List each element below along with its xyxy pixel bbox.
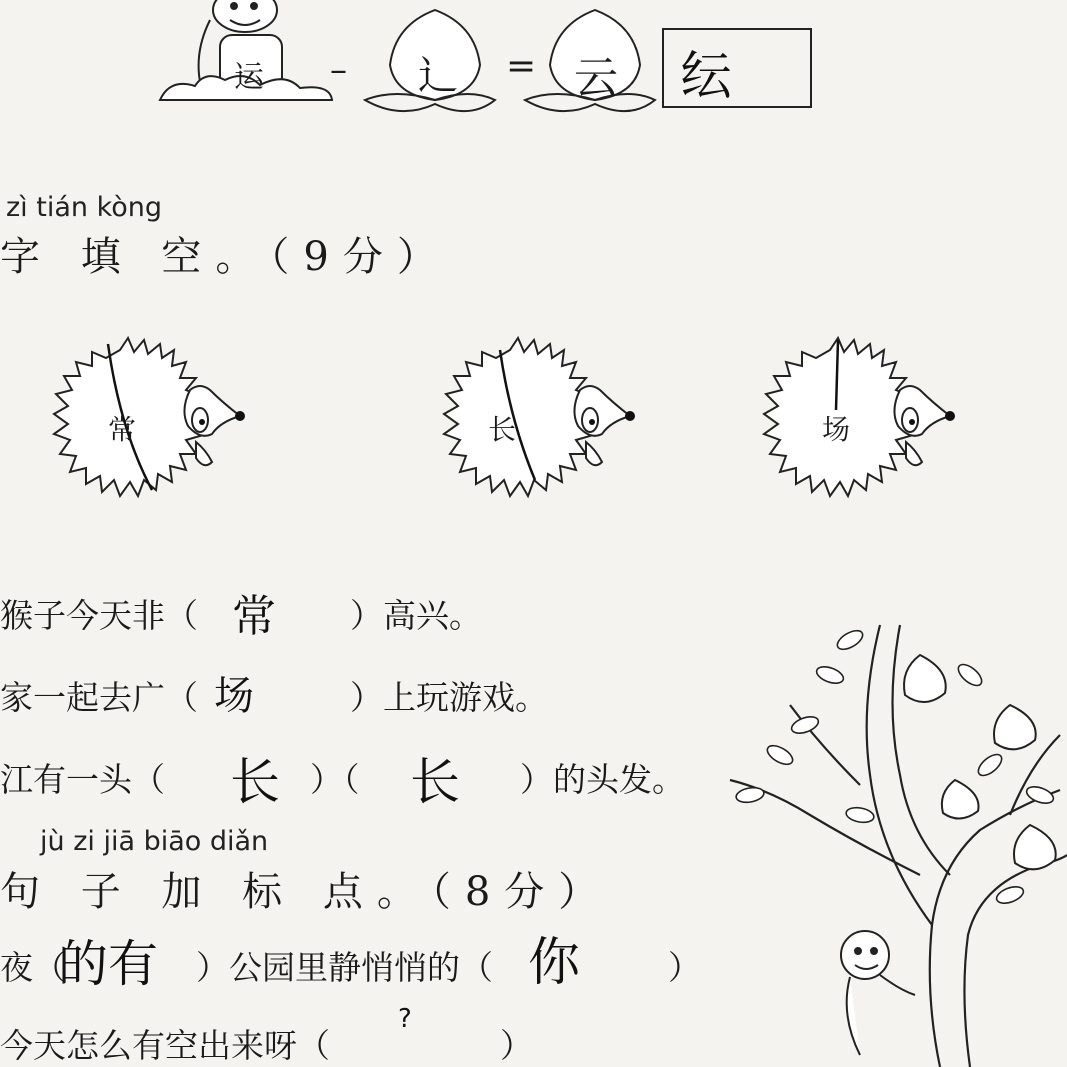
hedgehog-2-icon [444, 338, 635, 496]
punct-sentence-1-mid: ）公园里静悄悄的（ [196, 948, 493, 987]
punct-sentence-2-suffix: ） [500, 1026, 533, 1065]
sentence-3-prefix: 江有一头（ [0, 760, 165, 799]
sentence-2-suffix: ）上玩游戏。 [350, 678, 548, 717]
section-punct-heading: 句 子 加 标 点。（8分） [0, 869, 613, 915]
section-fill-heading: 字 填 空。（9分） [0, 234, 451, 280]
small-monkey-icon [841, 931, 915, 1055]
sentence-3-suffix: ）的头发。 [520, 760, 685, 799]
hedgehog-3-char: 场 [822, 413, 851, 446]
sentence-2-answer: 场 [214, 673, 254, 719]
equals-sign: = [506, 46, 537, 87]
punct-sentence-1-answer-2: 你 [528, 933, 581, 993]
sentence-3-answer-1: 长 [230, 753, 280, 811]
peach-fruit-icon [904, 655, 1056, 869]
sentence-3-answer-2: 长 [410, 753, 460, 811]
section-fill-pinyin: zì tián kòng [6, 192, 163, 223]
peach-tree-illustration [710, 615, 1067, 1067]
minus-sign: – [330, 50, 347, 90]
sentence-1-answer: 常 [232, 591, 276, 642]
sentence-2-prefix: 家一起去广（ [0, 678, 198, 717]
answer-box-handwriting: 纭 [680, 47, 733, 107]
radical-char: 辶 [418, 53, 458, 99]
punct-sentence-1-answer-1: 的有 [58, 935, 158, 993]
punct-sentence-2-prefix: 今天怎么有空出来呀（ [0, 1026, 330, 1065]
hedgehog-3-icon [764, 338, 955, 496]
punct-sentence-2-answer: ? [398, 1004, 412, 1034]
result-char: 云 [574, 53, 618, 104]
monkey-char: 运 [234, 60, 264, 95]
sentence-1-suffix: ）高兴。 [350, 596, 482, 635]
bleed-through [230, 150, 590, 210]
hedgehog-2-char: 长 [488, 413, 517, 446]
punct-sentence-1-suffix: ） [668, 948, 701, 987]
section-punct-pinyin: jù zi jiā biāo diǎn [40, 826, 269, 857]
sentence-1-prefix: 猴子今天非（ [0, 596, 198, 635]
hedgehog-1-icon [54, 338, 245, 496]
hedgehog-1-char: 常 [108, 413, 137, 446]
punct-sentence-1-prefix: 夜（ [0, 948, 66, 987]
sentence-3-mid: ）（ [310, 760, 360, 799]
